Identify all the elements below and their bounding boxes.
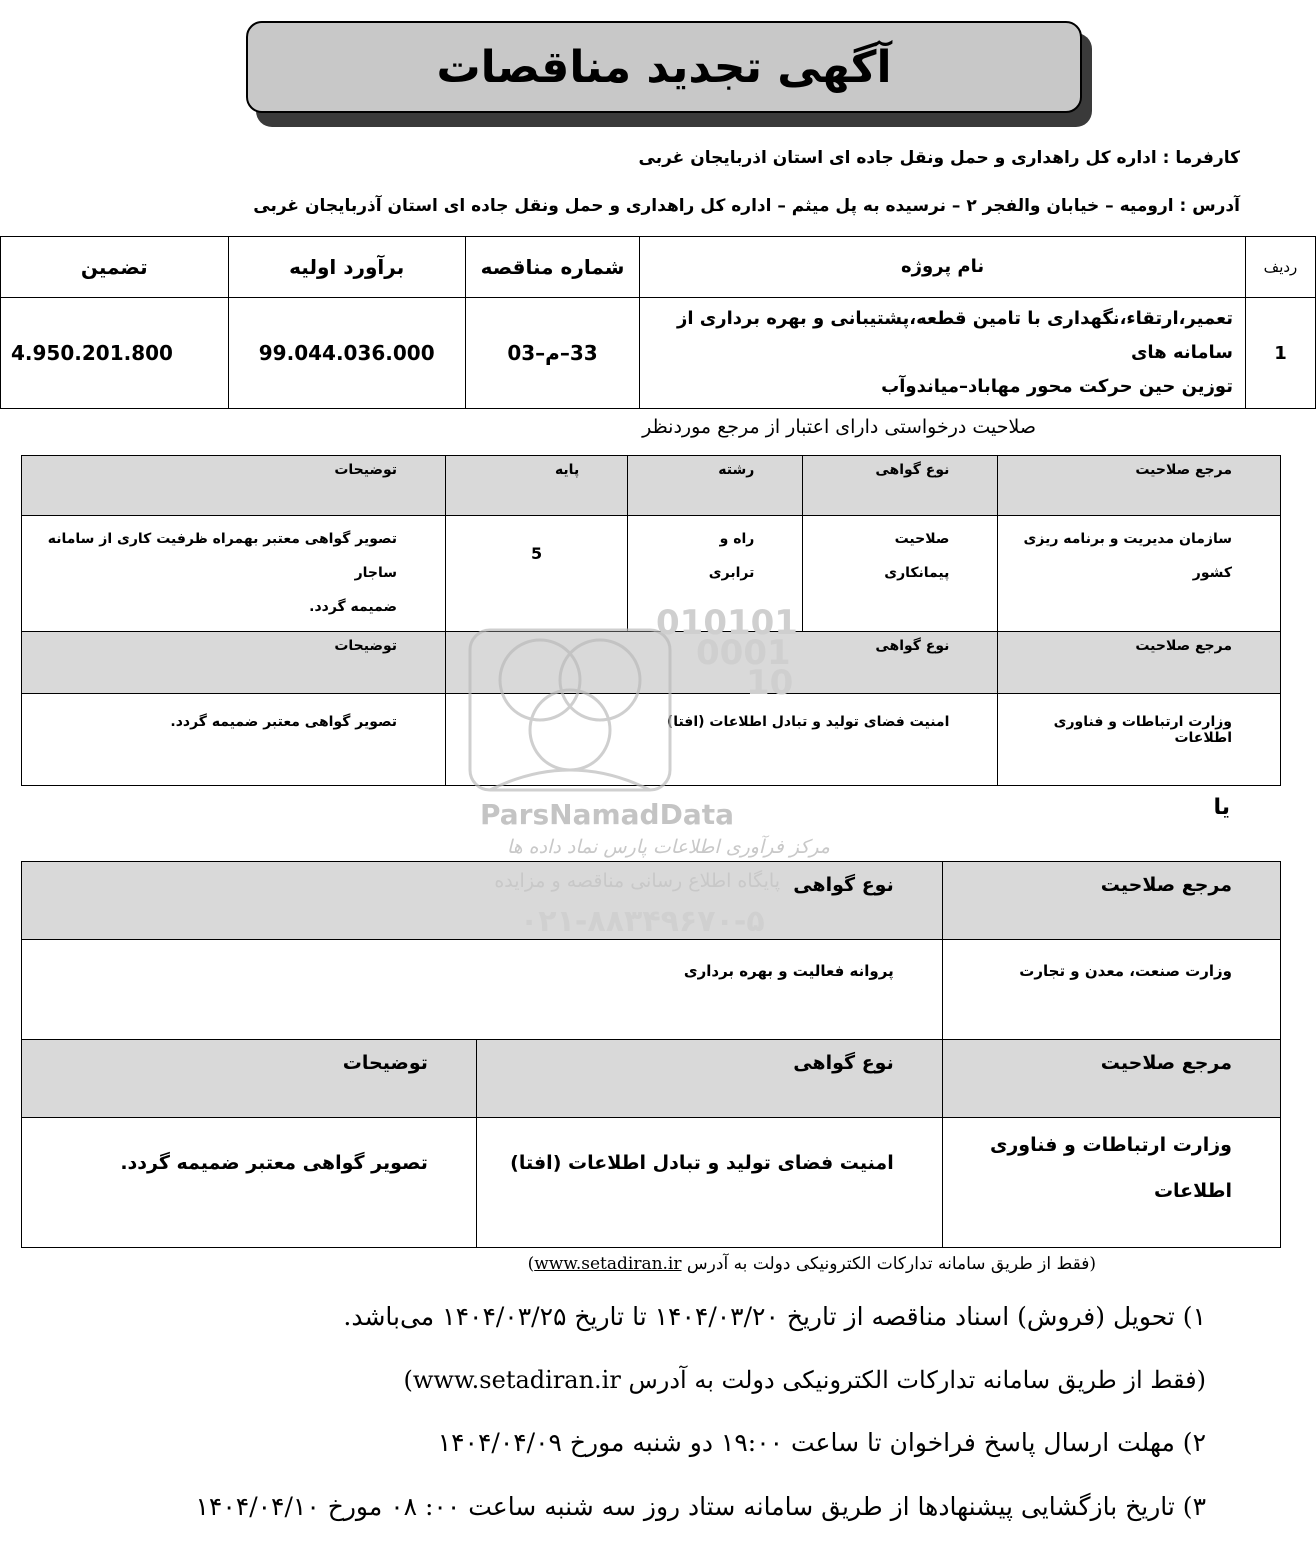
qual2-header-2: [22, 1040, 1281, 1118]
qual1-field-line1: راه و: [719, 531, 755, 547]
watermark-brand: ParsNamadData: [480, 798, 734, 831]
header-row-index: ردیف: [1245, 237, 1315, 298]
row-index: 1: [1245, 298, 1315, 409]
qual2-ref2-line1: وزارت ارتباطات و فناوری: [989, 1134, 1232, 1156]
qual1-ref-line2: کشور: [1192, 565, 1232, 581]
small-note: [528, 1254, 1096, 1274]
project-name-cell: [640, 298, 1246, 409]
header-estimate: برآورد اولیه: [228, 237, 465, 298]
table-row: [22, 940, 1281, 1040]
qualification-caption: صلاحیت درخواستی دارای اعتبار از مرجع موردنظر: [642, 416, 1036, 438]
qual1-type2: امنیت فضای تولید و تبادل اطلاعات (افتا): [446, 694, 998, 786]
qual1-grade: 5: [446, 516, 628, 632]
watermark-phone: ۰۲۱-۸۸۳۴۹۶۷۰-۵: [520, 904, 765, 939]
tender-number: 33–م–03: [465, 298, 639, 409]
qual2-ref2: [942, 1118, 1280, 1248]
small-note-suffix: ): [527, 1254, 535, 1274]
qual1-field: [628, 516, 803, 632]
qual1-header-field: رشته: [628, 456, 803, 516]
qual2-header: [22, 862, 1281, 940]
qual1-ref: [998, 516, 1281, 632]
qual2-ref2-line2: اطلاعات: [1153, 1180, 1232, 1202]
qualification-table-2: [21, 861, 1281, 1248]
qual1-header2-ref: مرجع صلاحیت: [998, 632, 1281, 694]
qual1-desc-line1: تصویر گواهی معتبر بهمراه ظرفیت کاری از سامانه ساجار: [47, 531, 398, 581]
or-separator: یا: [1213, 795, 1230, 820]
table-row: [1, 298, 1316, 409]
page-title: آگهی تجدید مناقصات: [436, 41, 892, 93]
qual2-header2-ref: مرجع صلاحیت: [942, 1040, 1280, 1118]
watermark-line2: پایگاه اطلاع رسانی مناقصه و مزایده: [494, 870, 780, 892]
watermark-digits-3: 10: [746, 663, 794, 703]
tender-table: [0, 236, 1316, 409]
qual1-desc: [22, 516, 446, 632]
qual1-type-line1: صلاحیت: [894, 531, 950, 547]
header-tender-number: شماره مناقصه: [465, 237, 639, 298]
qual1-ref-line1: سازمان مدیریت و برنامه ریزی: [1023, 531, 1232, 547]
notice-item-2: ۲) مهلت ارسال پاسخ فراخوان تا ساعت ۱۹:۰۰ دو شنبه مورخ ۱۴۰۴/۰۴/۰۹: [437, 1428, 1206, 1457]
watermark-digits-1: 010101: [656, 603, 798, 643]
small-note-link[interactable]: www.setadiran.ir: [534, 1254, 682, 1274]
small-note-prefix: (فقط از طریق سامانه تدارکات الکترونیکی دولت به آدرس: [686, 1254, 1096, 1274]
qual1-header: [22, 456, 1281, 516]
watermark-digits-2: 0001: [696, 633, 791, 673]
qual1-header-type: نوع گواهی: [803, 456, 998, 516]
guarantee-amount: 4.950.201.800: [1, 298, 229, 409]
qual2-type: پروانه فعالیت و بهره برداری: [22, 940, 943, 1040]
notice-item-3: ۳) تاریخ بازگشایی پیشنهادها از طریق سامانه ستاد روز سه شنبه ساعت ۰۰: ۰۸ مورخ ۱۴۰۴/۰۴/۱۰: [195, 1492, 1206, 1521]
employer-line: کارفرما : اداره کل راهداری و حمل ونقل جاده ای استان اذربایجان غربی: [638, 148, 1240, 168]
table-row: [22, 516, 1281, 632]
qual2-header2-type: نوع گواهی: [476, 1040, 942, 1118]
notice-item-1: ۱) تحویل (فروش) اسناد مناقصه از تاریخ ۱۴۰۴/۰۳/۲۰ تا تاریخ ۱۴۰۴/۰۳/۲۵ می‌باشد.: [343, 1302, 1206, 1331]
qual2-type2: امنیت فضای تولید و تبادل اطلاعات (افتا): [476, 1118, 942, 1248]
qual1-type-line2: پیمانکاری: [884, 565, 950, 581]
qual2-header-ref: مرجع صلاحیت: [942, 862, 1280, 940]
qual1-field-line2: ترابری: [708, 565, 755, 581]
title-banner: [246, 21, 1082, 113]
qual1-header-desc: توضیحات: [22, 456, 446, 516]
qual1-header2-type: نوع گواهی: [446, 632, 998, 694]
qual1-ref2: وزارت ارتباطات و فناوری اطلاعات: [998, 694, 1281, 786]
qual1-header-ref: مرجع صلاحیت: [998, 456, 1281, 516]
qual1-desc-line2: ضمیمه گردد.: [309, 599, 398, 615]
qual1-header2-desc: توضیحات: [22, 632, 446, 694]
qual2-desc2: تصویر گواهی معتبر ضمیمه گردد.: [22, 1118, 477, 1248]
qual2-ref: وزارت صنعت، معدن و تجارت: [942, 940, 1280, 1040]
header-guarantee: تضمین: [1, 237, 229, 298]
address-line: آدرس : ارومیه – خیابان والفجر ۲ – نرسیده به پل میثم – اداره کل راهداری و حمل ونقل جاده ای استان آذربایجان غربی: [253, 196, 1240, 216]
note-2-prefix: (فقط از طریق سامانه تدارکات الکترونیکی دولت به آدرس: [628, 1366, 1206, 1394]
table-row: [22, 1118, 1281, 1248]
tender-table-header: [1, 237, 1316, 298]
qual1-header-grade: پایه: [446, 456, 628, 516]
initial-estimate: 99.044.036.000: [228, 298, 465, 409]
qual1-header-2: [22, 632, 1281, 694]
qual2-header2-desc: توضیحات: [22, 1040, 477, 1118]
note-2: [404, 1366, 1206, 1394]
note-2-suffix: ): [403, 1366, 413, 1394]
qual1-desc2: تصویر گواهی معتبر ضمیمه گردد.: [22, 694, 446, 786]
header-project-name: نام پروژه: [640, 237, 1246, 298]
table-row: [22, 694, 1281, 786]
note-2-link[interactable]: www.setadiran.ir: [412, 1366, 621, 1394]
qual1-type: [803, 516, 998, 632]
project-name-line2: توزین حین حرکت محور مهاباد–میاندوآب: [881, 376, 1233, 397]
qualification-table-1: [21, 455, 1281, 786]
project-name-line1: تعمیر،ارتقاء،نگهداری با تامین قطعه،پشتیبانی و بهره برداری از سامانه های: [676, 308, 1233, 363]
qual2-header-type: نوع گواهی: [22, 862, 943, 940]
watermark-line1: مرکز فرآوری اطلاعات پارس نماد داده ها: [506, 836, 830, 858]
